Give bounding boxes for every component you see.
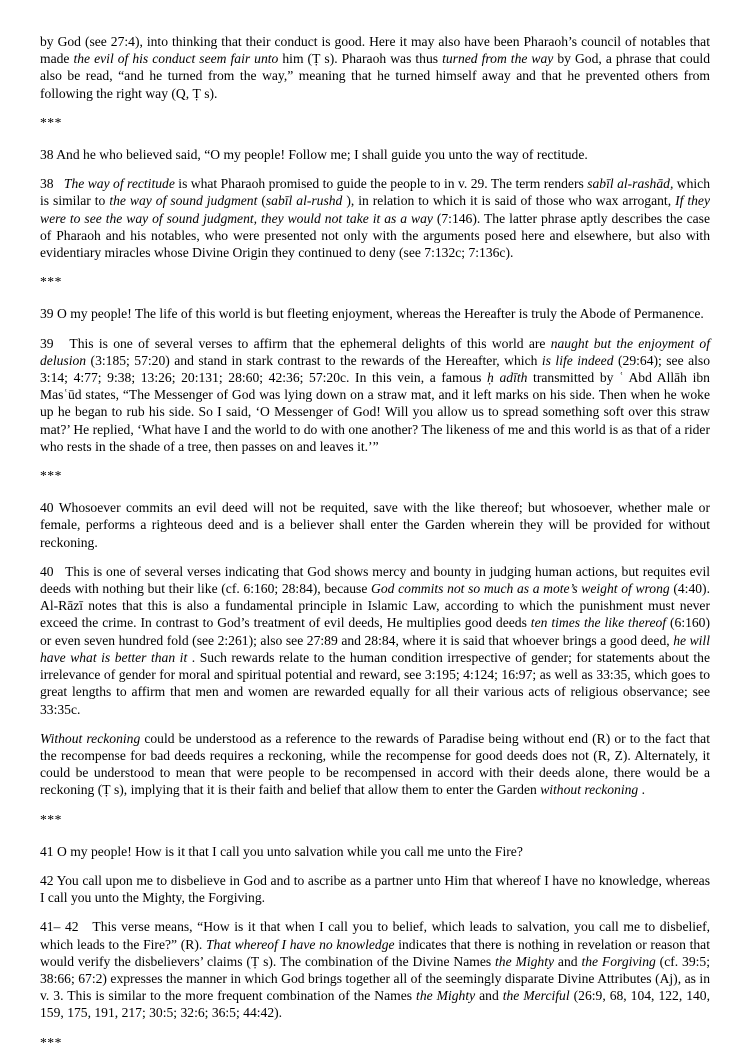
verse-39-commentary-text: (3:185; 57:20) and stand in stark contrast to the rewards of the Hereafter, which [86, 352, 542, 368]
verse-38-translation-text: 38 And he who believed said, “O my people! Follow me; I shall guide you unto the way of rectitude. [40, 147, 588, 163]
verse-38-commentary-text: the way of sound judgment [109, 193, 258, 209]
verse-40-commentary-continued-text: could be understood as a reference to the rewards of Paradise being without end (R) or to the fact that the recompense for bad deeds requires a reckoning, while the recompense for good deeds does not (R, Z). Alternately, it could be understood to mean that were people to be recompensed in accord with their deeds alone, there would be a reckoning (Ṭ s), implying that it is their faith and belief that allow them to enter the Garden [40, 730, 710, 798]
verse-39-commentary-text: transmitted by ʿ Abd Allāh ibn Masʿūd states, “The Messenger of God was lying down on a straw mat, and it left marks on his side. Then when he woke up he began to rub his side. So I said, ‘O Messenger of God! Will you allow us to spread something soft over this straw mat?’ He replied, ‘What have I and the world to do with one another? The likeness of me and this world is as that of a rider who rests in the shade of a tree, then passes on and leaves it.’” [40, 370, 710, 454]
verse-40-commentary-text: 40 This is one of several verses indicating that God shows mercy and bounty in judging human actions, but requites evil deeds with nothing but their like (cf. 6:160; 28:84), because [40, 563, 710, 597]
section-separator [40, 114, 710, 131]
verse-40-commentary-text: he will have what is better than it [40, 632, 710, 665]
verse-40-commentary-text: ten times the like thereof [530, 615, 667, 631]
verse-40-commentary-text: (4:40). Al-Rāzī notes that this is also a fundamental principle in Islamic Law, according to which the punishment must never exceed the crime. In contrast to God’s treatment of evil deeds, He multiplies good deeds [40, 581, 710, 631]
intro-commentary-paragraph-text: turned from the way [442, 51, 554, 67]
verse-39-commentary-text: 39 This is one of several verses to affirm that the ephemeral delights of this world are [40, 335, 551, 351]
section-separator [40, 811, 710, 828]
verse-38-commentary-text: 38 [40, 176, 64, 192]
intro-commentary-paragraph-text: him (Ṭ s). Pharaoh was thus [278, 51, 443, 67]
intro-commentary-paragraph-text: by God (see 27:4), into thinking that their conduct is good. Here it may also have been Pharaoh’s council of notables that made [40, 34, 710, 67]
verse-38-commentary-text: If they were to see the way of sound judgment, they would not take it as a way [40, 193, 710, 226]
verse-41-42-commentary [40, 918, 710, 1021]
verse-39-commentary-text: naught but the enjoyment of delusion [40, 335, 710, 368]
verse-41-translation-text: 41 O my people! How is it that I call you unto salvation while you call me unto the Fire? [40, 843, 523, 859]
verse-41-42-commentary-text: the Mighty [495, 953, 555, 969]
verse-38-commentary-text: (7:146). The latter phrase aptly describes the case of Pharaoh and his notables, who were presented not only with the arguments posed here and elsewhere, but also with evidentiary miracles whose Divine Origin they continued to deny (see 7:132c; 7:136c). [40, 210, 710, 261]
verse-41-42-commentary-text: That whereof I have no knowledge [205, 936, 395, 952]
verse-41-42-commentary-text: the Mighty [416, 988, 476, 1004]
verse-40-translation-text: 40 Whosoever commits an evil deed will not be requited, save with the like thereof; but whosoever, whether male or female, performs a righteous deed and is a believer shall enter the Garden wherein they will be provided for without reckoning. [40, 500, 710, 550]
verse-40-commentary-continued [40, 730, 710, 799]
verse-41-42-commentary-text: and [475, 988, 503, 1004]
section-separator-text: *** [40, 468, 62, 484]
verse-41-translation [40, 843, 710, 860]
verse-38-translation [40, 146, 710, 163]
section-separator-text: *** [40, 1034, 62, 1050]
verse-40-commentary [40, 563, 710, 718]
verse-42-translation [40, 872, 710, 906]
section-separator-text: *** [40, 114, 62, 130]
verse-39-commentary-text: is life indeed [541, 352, 614, 368]
verse-38-commentary-text: The way of rectitude [63, 176, 175, 192]
verse-40-commentary-text: (6:160) or even seven hundred fold (see 2:261); also see 27:89 and 28:84, where it is said that whoever brings a good deed, [40, 615, 711, 648]
intro-commentary-paragraph [40, 33, 710, 102]
verse-38-commentary [40, 175, 710, 261]
verse-42-translation-text: 42 You call upon me to disbelieve in God and to ascribe as a partner unto Him that whereof I have no knowledge, whereas I call you unto the Mighty, the Forgiving. [40, 872, 710, 906]
verse-39-translation [40, 305, 710, 322]
section-separator [40, 467, 710, 484]
verse-41-42-commentary-text: the Forgiving [581, 953, 656, 969]
verse-39-translation-text: 39 O my people! The life of this world is but fleeting enjoyment, whereas the Hereafter is truly the Abode of Permanence. [40, 306, 704, 322]
section-separator [40, 273, 710, 290]
verse-39-commentary-text: ḥ adīth [487, 370, 528, 386]
verse-40-translation [40, 499, 710, 551]
verse-38-commentary-text: ( [257, 193, 266, 209]
verse-41-42-commentary-text: indicates that there is nothing in revelation or reason that would verify the disbelievers’ claims (Ṭ s). The combination of the Divine Names [40, 936, 710, 969]
verse-40-commentary-text: . Such rewards relate to the human condition irrespective of gender; for statements about the irrelevance of gender for moral and spiritual potential and reward, see 3:195; 4:124; 16:97; as well as 33:35, which goes to great lengths to affirm that men and women are rewarded equally for all their various acts of religious observance; see 33:35c. [40, 649, 710, 717]
verse-41-42-commentary-text: (26:9, 68, 104, 122, 140, 159, 175, 191, 217; 30:5; 32:6; 36:5; 44:42). [40, 988, 710, 1021]
section-separator-text: *** [40, 274, 62, 290]
verse-40-commentary-continued-text: Without reckoning [40, 730, 141, 746]
verse-41-42-commentary-text: the Merciful [502, 988, 570, 1004]
verse-40-commentary-continued-text: . [638, 782, 646, 798]
verse-41-42-commentary-text: (cf. 39:5; 38:66; 67:2) expresses the manner in which God brings together all of the seemingly disparate Divine Attributes (Aj), as in v. 3. This is similar to the more frequent combination of the Names [40, 953, 710, 1004]
verse-41-42-commentary-text: and [554, 953, 582, 969]
verse-38-commentary-text: ), in relation to which it is said of those who wax arrogant, [342, 193, 676, 209]
verse-38-commentary-text: which is similar to [40, 176, 711, 209]
document-body [40, 33, 710, 1051]
verse-39-commentary-text: (29:64); see also 3:14; 4:77; 9:38; 13:26; 20:131; 28:60; 42:36; 57:20c. In this vein, a famous [40, 352, 710, 386]
verse-38-commentary-text: sabīl al-rashād, [587, 176, 674, 192]
section-separator [40, 1034, 710, 1051]
verse-38-commentary-text: is what Pharaoh promised to guide the people to in v. 29. The term renders [174, 176, 588, 192]
intro-commentary-paragraph-text: the evil of his conduct seem fair unto [73, 51, 279, 67]
verse-39-commentary [40, 335, 710, 455]
intro-commentary-paragraph-text: by God, a phrase that could also be read, “and he turned from the way,” meaning that he turned himself away and that he prevented others from following the right way (Q, Ṭ s). [40, 51, 711, 101]
verse-40-commentary-text: God commits not so much as a mote’s weight of wrong [371, 581, 670, 597]
verse-40-commentary-continued-text: without reckoning [540, 782, 639, 798]
verse-38-commentary-text: sabīl al-rushd [265, 193, 343, 209]
section-separator-text: *** [40, 811, 62, 827]
verse-41-42-commentary-text: 41– 42 This verse means, “How is it that when I call you to belief, which leads to salvation, you call me to disbelief, which leads to the Fire?” (R). [40, 919, 710, 952]
